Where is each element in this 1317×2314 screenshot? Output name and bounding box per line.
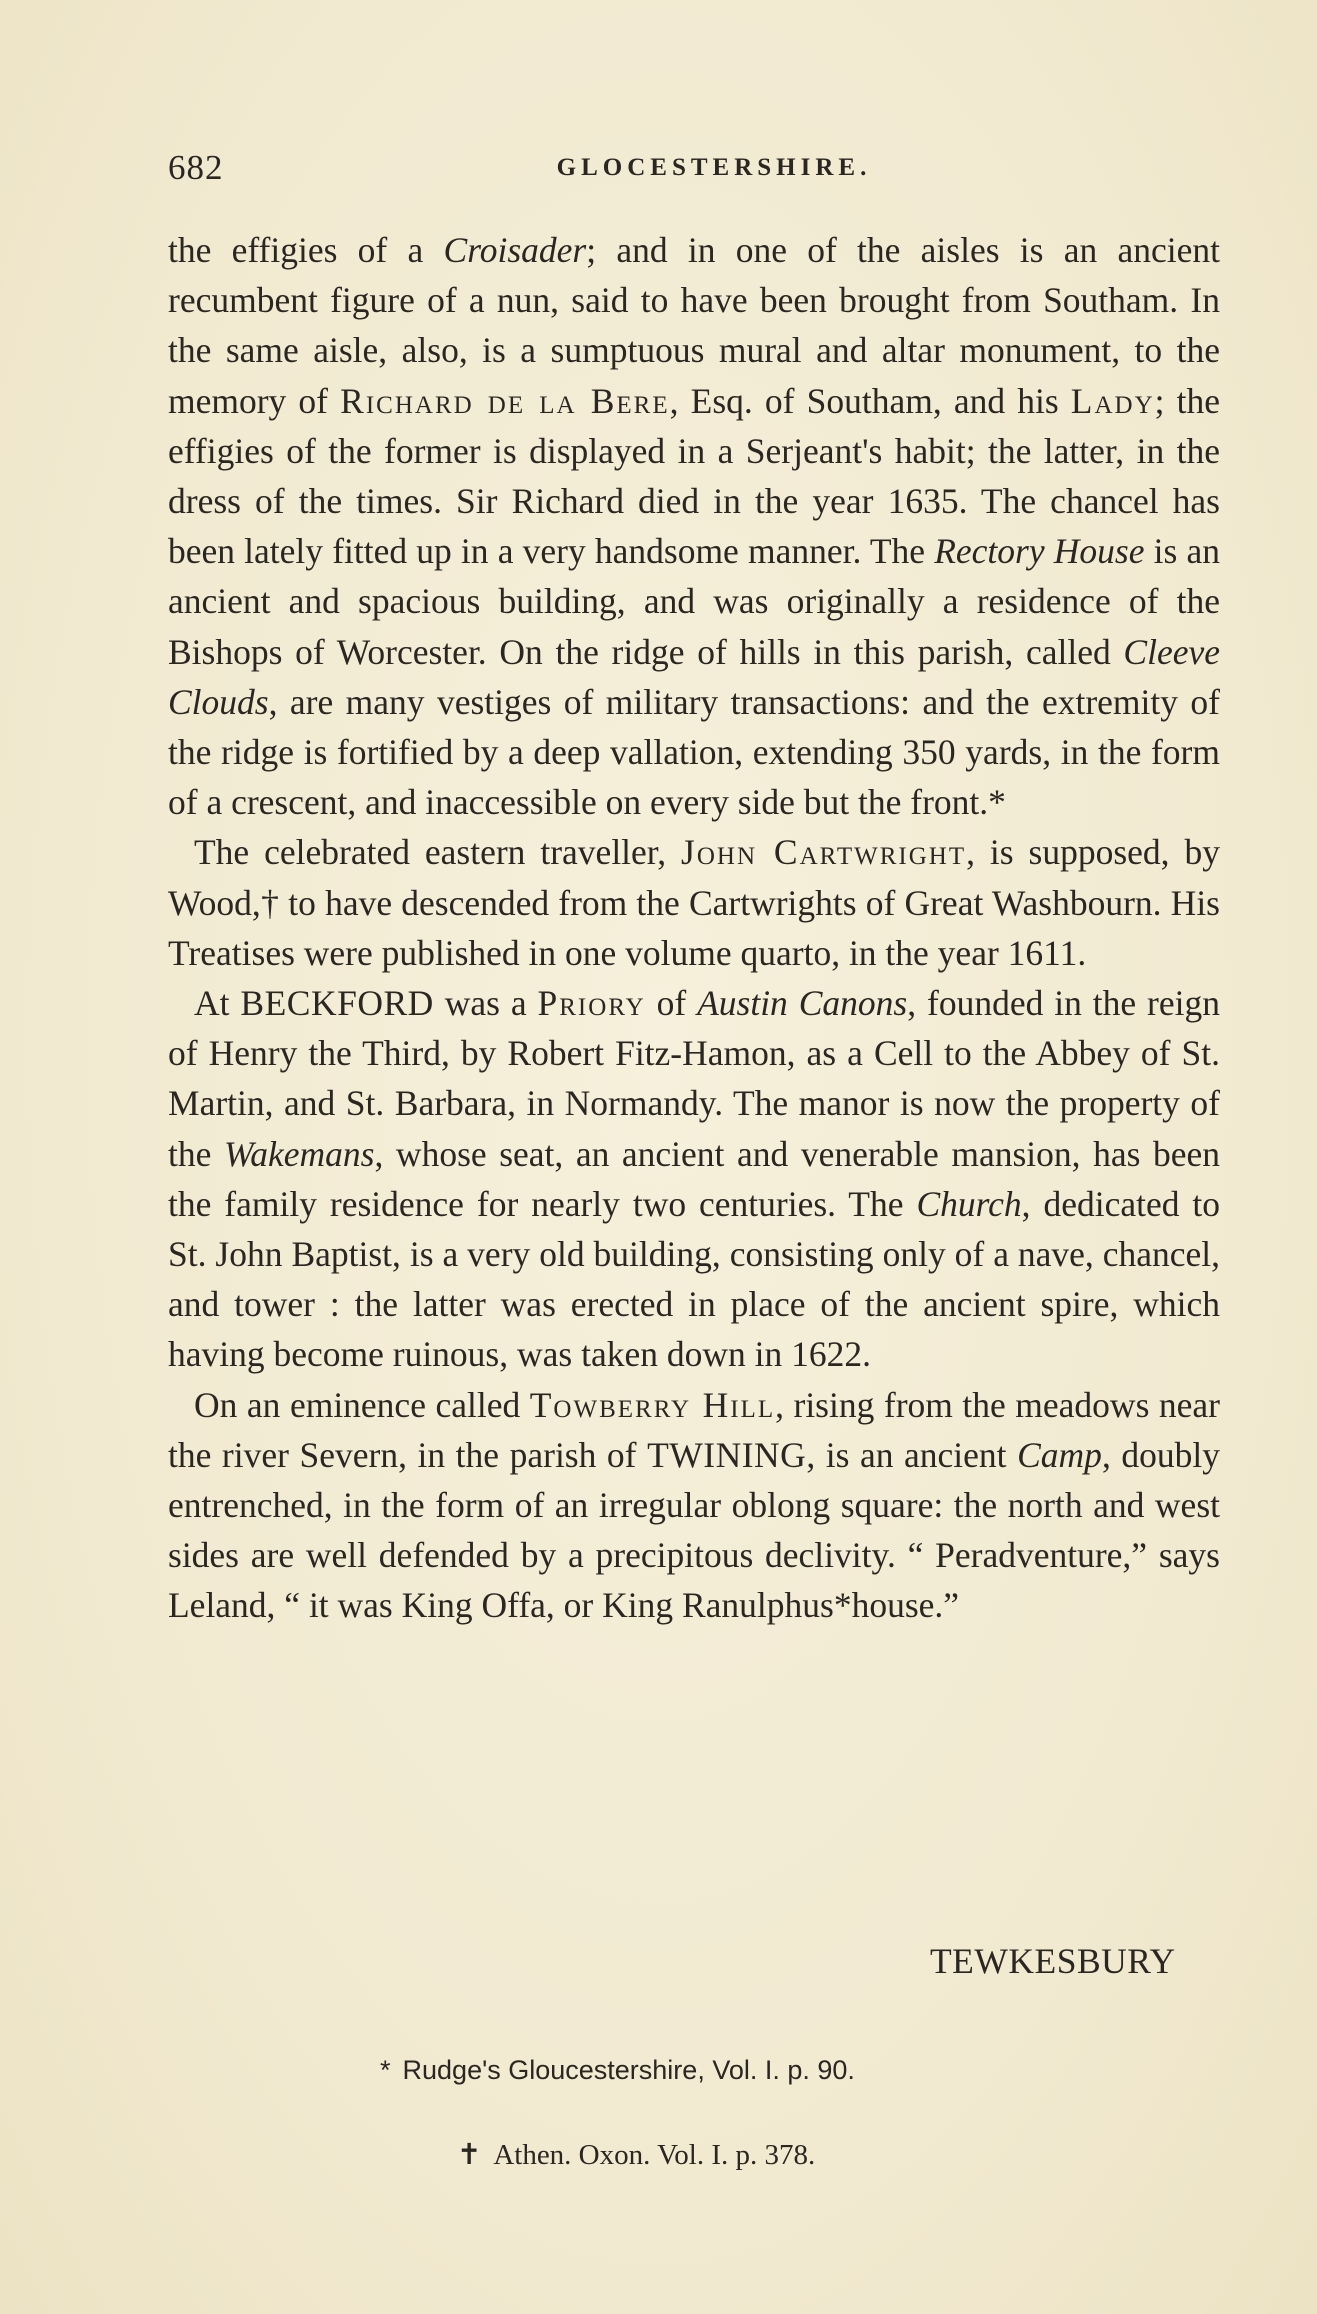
footnote-2 <box>457 2137 815 2172</box>
text-run: On an eminence called <box>194 1384 530 1425</box>
paragraph-twining <box>168 1380 1220 1631</box>
footnote-1 <box>380 2055 855 2086</box>
text-run: , rising from the meadows near the river Severn, in the parish of <box>168 1384 1220 1475</box>
text-run: of <box>645 983 698 1024</box>
paragraph-beckford <box>168 978 1220 1380</box>
text-run: The celebrated eastern traveller, <box>194 832 682 873</box>
text-run: At <box>194 983 241 1024</box>
text-run: ; the effigies of the former is displayed in a Serjeant's habit; the latter, in the dress of the times. Sir Richard died in the year 1635. The chancel has been lately fitted up in a very handsome manner. The <box>168 380 1221 572</box>
text-run: , is an ancient <box>806 1434 1018 1475</box>
text-run: , founded in the reign of Henry the Third, by Robert Fitz-Hamon, as a Cell to the Abbey of St. Martin, and St. Barbara, in Normandy. The manor is now the property of the <box>168 983 1220 1174</box>
italic-text: Church <box>916 1183 1022 1224</box>
italic-text: Wakemans <box>223 1133 375 1174</box>
small-caps-name: Towberry Hill <box>529 1384 776 1425</box>
place-name: BECKFORD <box>240 983 434 1024</box>
small-caps-name: Richard de la Bere <box>340 380 670 421</box>
place-name: TWINING <box>647 1434 807 1475</box>
text-run: , is supposed, by Wood,† to have descended from the Cartwrights of Great Washbourn. His Treatises were published in one volume quarto, in the year 1611. <box>168 832 1220 973</box>
italic-text: Camp <box>1017 1434 1102 1475</box>
page-number: 682 <box>168 148 224 187</box>
catchword: TEWKESBURY <box>930 1941 1176 1981</box>
body-text <box>168 225 1220 1631</box>
text-run: , Esq. of Southam, and his <box>669 380 1071 421</box>
italic-text: Cleeve Clouds <box>168 631 1220 722</box>
small-caps-name: John Cartwright <box>681 832 967 873</box>
footnote-mark-dagger: ✝ <box>457 2139 482 2171</box>
text-run: , are many vestiges of military transactions: and the extremity of the ridge is fortified by a deep vallation, extending 350 yards, in the form of a crescent, and inaccessible on every side but the front.* <box>168 681 1220 823</box>
footnote-text: Athen. Oxon. Vol. I. p. 378. <box>493 2139 816 2171</box>
text-run: , dedicated to St. John Baptist, is a very old building, consisting only of a nave, chancel, and tower : the latter was erected in place of the ancient spire, which having become ruinous, was taken down in 1622. <box>168 1183 1220 1375</box>
paragraph-cleeve <box>168 225 1220 827</box>
text-run: , whose seat, an ancient and venerable mansion, has been the family residence for nearly two centuries. The <box>168 1133 1220 1224</box>
small-caps-name: Priory <box>537 983 646 1024</box>
text-run: is an ancient and spacious building, and was originally a residence of the Bishops of Worcester. On the ridge of hills in this parish, called <box>168 531 1221 672</box>
text-run: , doubly entrenched, in the form of an irregular oblong square: the north and west sides are well defended by a precipitous declivity. “ Peradventure,” says Leland, “ it was King Offa, or King Ranulphus*house.” <box>168 1434 1220 1626</box>
footnote-mark-asterisk: * <box>380 2055 391 2085</box>
text-run: was a <box>433 983 538 1024</box>
running-title: GLOCESTERSHIRE. <box>556 154 872 181</box>
paragraph-cartwright <box>168 827 1220 978</box>
footnote-text: Rudge's Gloucestershire, Vol. I. p. 90. <box>402 2055 855 2085</box>
italic-text: Croisader <box>443 230 587 270</box>
text-run: ; and in one of the aisles is an ancient recumbent figure of a nun, said to have been brought from Southam. In the same aisle, also, is a sumptuous mural and altar monument, to the memory of <box>168 230 1220 421</box>
small-caps-name: Lady <box>1070 380 1155 421</box>
italic-text: Rectory House <box>934 531 1145 572</box>
running-head <box>168 148 1220 188</box>
italic-text: Austin Canons <box>697 983 908 1024</box>
text-run: the effigies of a <box>168 230 444 270</box>
